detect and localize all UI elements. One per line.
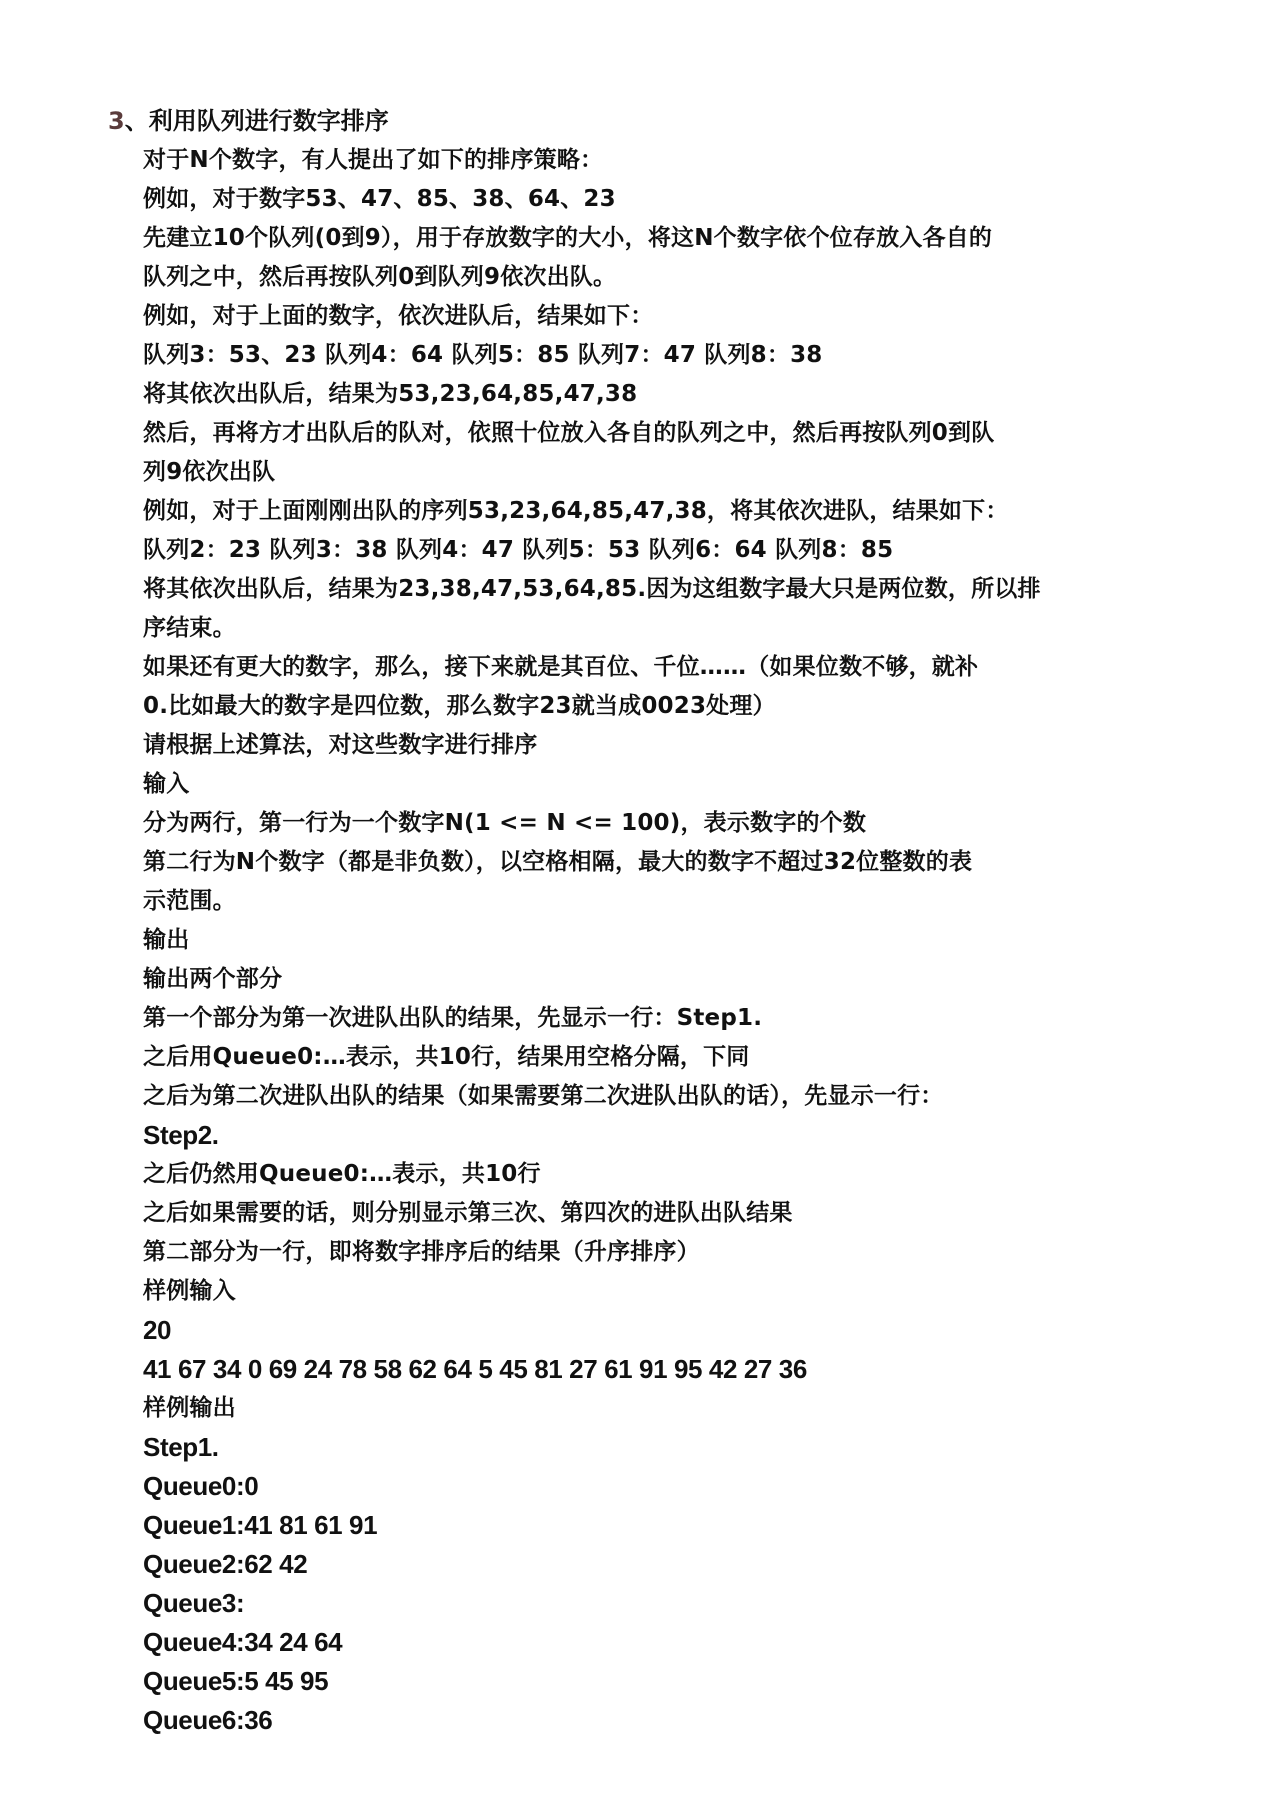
section-number: 3	[108, 107, 125, 135]
text-line: 将其依次出队后，结果为23,38,47,53,64,85.因为这组数字最大只是两位数，所以排	[143, 576, 1041, 602]
text-line: Step2.	[143, 1120, 219, 1150]
sample-output-line: Step1.	[143, 1432, 219, 1462]
text-line: 之后如果需要的话，则分别显示第三次、第四次的进队出队结果	[143, 1200, 793, 1226]
input-heading: 输入	[143, 771, 190, 797]
section-title	[108, 106, 389, 136]
section-heading: 、利用队列进行数字排序	[124, 107, 389, 135]
text-line: 对于N个数字，有人提出了如下的排序策略：	[143, 147, 604, 173]
sample-output-line: Queue2:62 42	[143, 1549, 308, 1579]
sample-input-heading: 样例输入	[143, 1278, 236, 1304]
text-line: 例如，对于数字53、47、85、38、64、23	[143, 186, 616, 212]
text-line: 序结束。	[143, 615, 236, 641]
text-line: 分为两行，第一行为一个数字N(1 <= N <= 100)，表示数字的个数	[143, 810, 867, 836]
sample-output-heading: 样例输出	[143, 1395, 236, 1421]
text-line: 如果还有更大的数字，那么，接下来就是其百位、千位……（如果位数不够，就补	[143, 654, 979, 680]
text-line: 0.比如最大的数字是四位数，那么数字23就当成0023处理）	[143, 693, 776, 719]
text-line: 队列3：53、23 队列4：64 队列5：85 队列7：47 队列8：38	[143, 342, 823, 368]
sample-input-line: 20	[143, 1315, 172, 1345]
text-line: 例如，对于上面刚刚出队的序列53,23,64,85,47,38，将其依次进队，结果如下：	[143, 498, 1009, 524]
text-line: 先建立10个队列(0到9），用于存放数字的大小，将这N个数字依个位存放入各自的	[143, 225, 993, 251]
text-line: 将其依次出队后，结果为53,23,64,85,47,38	[143, 381, 638, 407]
text-line: 第一个部分为第一次进队出队的结果，先显示一行：Step1.	[143, 1005, 763, 1031]
sample-output-line: Queue1:41 81 61 91	[143, 1510, 378, 1540]
text-line: 之后用Queue0:…表示，共10行，结果用空格分隔，下同	[143, 1044, 750, 1070]
sample-output-line: Queue6:36	[143, 1705, 273, 1735]
sample-output-line: Queue0:0	[143, 1471, 259, 1501]
text-line: 之后仍然用Queue0:…表示，共10行	[143, 1161, 541, 1187]
problem-statement	[143, 141, 1143, 1740]
sample-output-line: Queue5:5 45 95	[143, 1666, 329, 1696]
text-line: 请根据上述算法，对这些数字进行排序	[143, 732, 538, 758]
text-line: 列9依次出队	[143, 459, 276, 485]
sample-output-line: Queue3:	[143, 1588, 245, 1618]
text-line: 第二行为N个数字（都是非负数），以空格相隔，最大的数字不超过32位整数的表	[143, 849, 973, 875]
sample-input-line: 41 67 34 0 69 24 78 58 62 64 5 45 81 27 61 91 95 42 27 36	[143, 1354, 807, 1384]
text-line: 之后为第二次进队出队的结果（如果需要第二次进队出队的话），先显示一行：	[143, 1083, 944, 1109]
output-heading: 输出	[143, 927, 190, 953]
text-line: 输出两个部分	[143, 966, 283, 992]
text-line: 然后，再将方才出队后的队对，依照十位放入各自的队列之中，然后再按队列0到队	[143, 420, 995, 446]
text-line: 队列之中，然后再按队列0到队列9依次出队。	[143, 264, 617, 290]
text-line: 例如，对于上面的数字，依次进队后，结果如下：	[143, 303, 654, 329]
text-line: 示范围。	[143, 888, 236, 914]
text-line: 队列2：23 队列3：38 队列4：47 队列5：53 队列6：64 队列8：85	[143, 537, 894, 563]
sample-output-line: Queue4:34 24 64	[143, 1627, 343, 1657]
text-line: 第二部分为一行，即将数字排序后的结果（升序排序）	[143, 1239, 700, 1265]
